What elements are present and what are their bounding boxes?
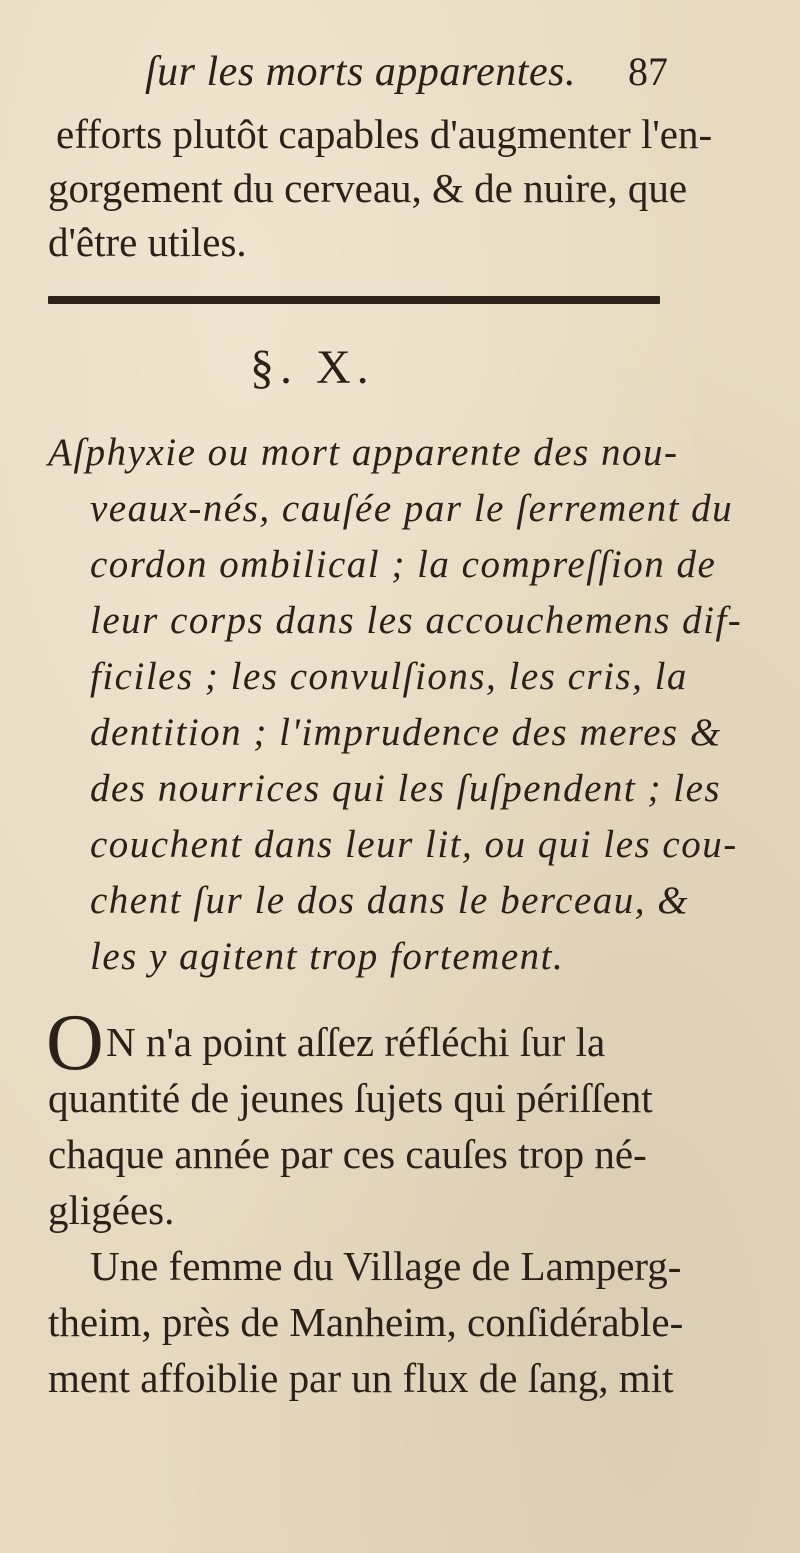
text-line: efforts plutôt capables d'augmenter l'en-: [56, 111, 713, 157]
summary-line: des nourrices qui les ſuſpendent ; les: [90, 767, 722, 810]
text-line: d'être utiles.: [48, 219, 247, 265]
body-line: theim, près de Manheim, conſidérable-: [48, 1299, 684, 1345]
body-line: ment affoiblie par un flux de ſang, mit: [48, 1355, 674, 1401]
summary-line: ficiles ; les convulſions, les cris, la: [90, 655, 688, 698]
body-line: Une femme du Village de Lamperg-: [90, 1243, 682, 1289]
body-line: gligées.: [48, 1187, 175, 1233]
summary-line: dentition ; l'imprudence des meres &: [90, 711, 722, 754]
summary-line: chent ſur le dos dans le berceau, &: [90, 879, 690, 922]
page-header: [0, 48, 800, 108]
summary-line: cordon ombilical ; la compreſſion de: [90, 543, 717, 586]
summary-line: couchent dans leur lit, ou qui les cou-: [90, 823, 738, 866]
body-line: N n'a point aſſez réfléchi ſur la: [106, 1019, 606, 1065]
page-number: 87: [628, 49, 668, 94]
summary-line: leur corps dans les accouchemens dif-: [90, 599, 743, 642]
body-line: quantité de jeunes ſujets qui périſſent: [48, 1075, 653, 1121]
body-line: chaque année par ces cauſes trop né-: [48, 1131, 647, 1177]
section-heading: §. X.: [250, 341, 375, 394]
text-line: gorgement du cerveau, & de nuire, que: [48, 165, 688, 211]
summary-line: les y agitent trop fortement.: [90, 935, 565, 978]
summary-line: veaux-nés, cauſée par le ſerrement du: [90, 487, 734, 530]
section-divider: [48, 296, 660, 304]
summary-line: Aſphyxie ou mort apparente des nou-: [48, 431, 679, 474]
running-title: ſur les morts apparentes.: [145, 49, 576, 95]
drop-cap: O: [46, 999, 104, 1087]
